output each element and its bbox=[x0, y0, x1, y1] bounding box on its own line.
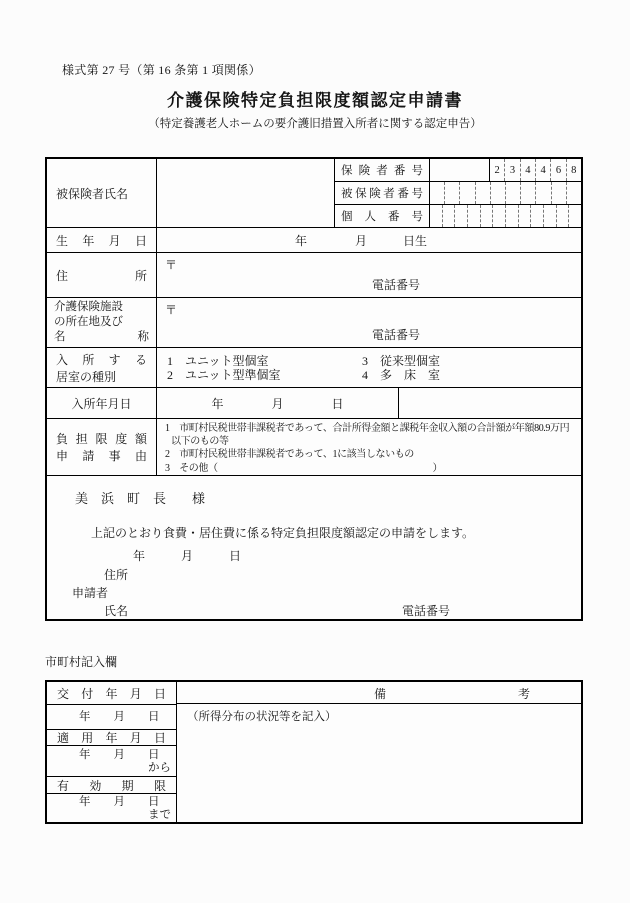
municipal-left-column bbox=[47, 682, 177, 822]
facility-field bbox=[157, 298, 581, 347]
insurer-digit-1: 2 bbox=[494, 164, 500, 176]
form-title: 介護保険特定負担限度額認定申請書 bbox=[167, 91, 463, 110]
reason-item-3: 3 その他（ ） bbox=[165, 462, 443, 474]
until-suffix: まで bbox=[148, 808, 171, 821]
issue-date-field: 年 月 日 bbox=[47, 704, 176, 729]
id-number-column bbox=[335, 159, 581, 227]
insurer-digit-2: 3 bbox=[504, 159, 519, 181]
municipal-section-label: 市町村記入欄 bbox=[45, 655, 118, 669]
address-row bbox=[47, 252, 581, 297]
valid-until-field: 年 月 日 まで bbox=[47, 793, 176, 822]
address-phone-label: 電話番号 bbox=[372, 278, 421, 292]
insurer-number-label: 保険者番号 bbox=[335, 159, 430, 181]
apply-date-label-row: 適用年月日 bbox=[47, 729, 176, 745]
room-option-2: 2 ユニット型準個室 bbox=[167, 368, 281, 382]
insurer-number-grid bbox=[430, 159, 581, 181]
remarks-column bbox=[177, 682, 581, 822]
application-reason-row bbox=[47, 418, 581, 475]
applicant-label: 申請者 bbox=[72, 586, 109, 600]
application-reason-label: 負担限度額 申請事由 bbox=[47, 419, 157, 475]
declaration-block bbox=[47, 475, 581, 619]
admission-date-blank bbox=[399, 388, 581, 418]
facility-phone-label: 電話番号 bbox=[372, 328, 421, 342]
birth-date-row bbox=[47, 227, 581, 252]
insured-number-grid bbox=[430, 182, 581, 204]
insurer-number-row bbox=[335, 159, 581, 181]
postal-mark: 〒 bbox=[165, 303, 178, 317]
birth-date-field: 年 月 日生 bbox=[295, 233, 428, 248]
reason-item-2: 2 市町村民税世帯非課税者であって、1に該当しないもの bbox=[165, 449, 414, 461]
room-option-4: 4 多 床 室 bbox=[362, 368, 441, 382]
personal-number-label: 個人番号 bbox=[335, 205, 430, 227]
application-date-line: 年 月 日 bbox=[133, 549, 242, 563]
birth-date-label: 生年月日 bbox=[47, 228, 157, 252]
postal-mark: 〒 bbox=[165, 258, 178, 272]
room-option-1: 1 ユニット型個室 bbox=[167, 354, 269, 368]
address-field bbox=[157, 253, 581, 297]
insurer-digit-4: 4 bbox=[535, 159, 550, 181]
personal-number-row bbox=[335, 204, 581, 227]
municipal-table bbox=[45, 680, 583, 824]
room-type-label: 入所する 居室の種別 bbox=[47, 348, 157, 387]
remarks-header: 備 考 bbox=[177, 682, 581, 704]
reason-item-1: 1 市町村民税世帯非課税者であって、合計所得金額と課税年金収入額の合計額が年額80.9万円以下のもの等 bbox=[165, 423, 570, 448]
remarks-field: （所得分布の状況等を記入） bbox=[187, 711, 337, 723]
applicant-name-label: 氏名 bbox=[104, 604, 129, 618]
room-option-3: 3 従来型個室 bbox=[362, 354, 441, 368]
from-suffix: から bbox=[148, 761, 171, 774]
applicant-address-label: 住所 bbox=[104, 568, 129, 582]
admission-date-field: 年 月 日 bbox=[157, 388, 399, 418]
issue-date-label-row: 交付年月日 bbox=[57, 686, 166, 701]
mayor-addressee: 美 浜 町 長 様 bbox=[75, 491, 206, 506]
insured-number-label: 被保険者番号 bbox=[335, 182, 430, 204]
insured-number-row bbox=[335, 181, 581, 204]
room-type-row bbox=[47, 347, 581, 387]
apply-date-field: 年 月 日 から bbox=[47, 745, 176, 776]
insurer-digit-6: 8 bbox=[566, 159, 581, 181]
room-type-options bbox=[157, 348, 581, 387]
main-table bbox=[45, 157, 583, 621]
insurer-digit-5: 6 bbox=[550, 159, 565, 181]
personal-number-grid bbox=[430, 205, 581, 227]
facility-label: 介護保険施設 の所在地及び 名称 bbox=[47, 298, 157, 347]
form-subtitle: （特定養護老人ホームの要介護旧措置入所者に関する認定申告） bbox=[148, 118, 482, 130]
insured-name-label: 被保険者氏名 bbox=[47, 159, 157, 227]
admission-date-row bbox=[47, 387, 581, 418]
declaration-statement: 上記のとおり食費・居住費に係る特定負担限度額認定の申請をします。 bbox=[91, 526, 475, 540]
insured-name-field bbox=[157, 159, 335, 227]
address-label: 住所 bbox=[47, 253, 157, 297]
insurer-number-blank bbox=[430, 159, 490, 181]
insured-identity-row bbox=[47, 159, 581, 227]
admission-date-label: 入所年月日 bbox=[47, 388, 157, 418]
form-number: 様式第 27 号（第 16 条第 1 項関係） bbox=[62, 63, 261, 77]
applicant-phone-label: 電話番号 bbox=[402, 604, 451, 618]
insurer-digit-3: 4 bbox=[520, 159, 535, 181]
valid-period-label-row: 有効期限 bbox=[47, 776, 176, 793]
facility-row bbox=[47, 297, 581, 347]
application-reason-options bbox=[157, 419, 581, 475]
